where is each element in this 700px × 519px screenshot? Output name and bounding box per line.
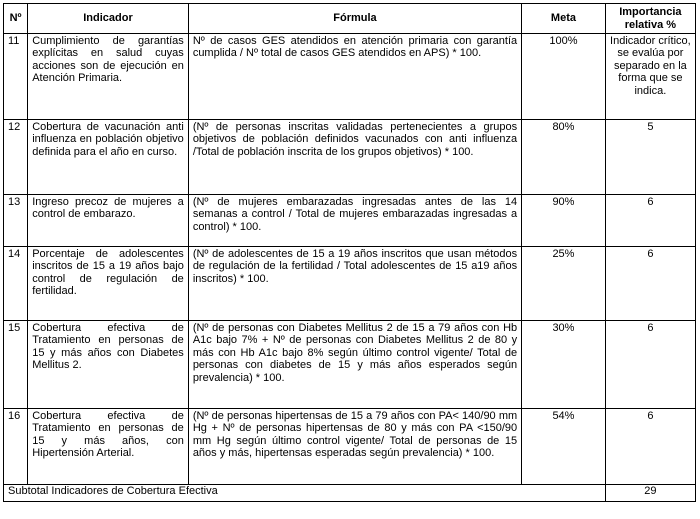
row-meta: 80% [522, 120, 606, 195]
subtotal-label: Subtotal Indicadores de Cobertura Efectiva [4, 485, 606, 502]
row-meta: 54% [522, 409, 606, 485]
subtotal-value: 29 [605, 485, 695, 502]
row-no: 11 [4, 34, 28, 120]
row-indicador: Cobertura de vacunación anti influenza en población objetivo definida para el año en curso. [28, 120, 189, 195]
row-meta: 100% [522, 34, 606, 120]
row-no: 13 [4, 195, 28, 247]
table-row [4, 195, 696, 247]
table-row [4, 247, 696, 321]
header-no: Nº [4, 4, 28, 34]
table-row [4, 321, 696, 409]
row-meta: 25% [522, 247, 606, 321]
row-indicador: Cumplimiento de garantías explícitas en salud cuyas acciones son de ejecución en Atención Primaria. [28, 34, 189, 120]
row-no: 15 [4, 321, 28, 409]
row-meta: 90% [522, 195, 606, 247]
header-meta: Meta [522, 4, 606, 34]
subtotal-row [4, 485, 696, 502]
row-formula: Nº de casos GES atendidos en atención primaria con garantía cumplida / Nº total de casos GES atendidos en APS) * 100. [188, 34, 521, 120]
table-row [4, 120, 696, 195]
header-row [4, 4, 696, 34]
row-formula: (Nº de personas inscritas validadas pertenecientes a grupos objetivos de población definidos vacunados con anti influenza /Total de población inscrita de los grupos objetivos) * 100. [188, 120, 521, 195]
row-indicador: Cobertura efectiva de Tratamiento en personas de 15 y más años con Diabetes Mellitus 2. [28, 321, 189, 409]
row-formula: (Nº de mujeres embarazadas ingresadas antes de las 14 semanas a control / Total de mujeres embarazadas ingresadas a control) * 100. [188, 195, 521, 247]
row-importancia: Indicador crítico, se evalúa por separado en la forma que se indica. [605, 34, 695, 120]
header-importancia: Importancia relativa % [605, 4, 695, 34]
header-indicador: Indicador [28, 4, 189, 34]
table-row [4, 409, 696, 485]
row-importancia: 6 [605, 321, 695, 409]
row-indicador: Ingreso precoz de mujeres a control de embarazo. [28, 195, 189, 247]
row-importancia: 5 [605, 120, 695, 195]
row-formula: (Nº de personas hipertensas de 15 a 79 años con PA< 140/90 mm Hg + Nº de personas hipertensas de 80 y más con PA <150/90 mm Hg según último control vigente/ Total de personas de 15 años y más, hipertensas esperadas según prevalencia) * 100. [188, 409, 521, 485]
row-no: 14 [4, 247, 28, 321]
header-formula: Fórmula [188, 4, 521, 34]
indicator-table [3, 3, 696, 502]
row-importancia: 6 [605, 409, 695, 485]
row-indicador: Cobertura efectiva de Tratamiento en personas de 15 y más años, con Hipertensión Arterial. [28, 409, 189, 485]
row-formula: (Nº de personas con Diabetes Mellitus 2 de 15 a 79 años con Hb A1c bajo 7% + Nº de personas con Diabetes Mellitus 2 de 80 y más con Hb A1c bajo 8% según último control vigente/ Total de personas con diabetes de 15 y más años esperados según prevalencia) * 100. [188, 321, 521, 409]
row-importancia: 6 [605, 247, 695, 321]
row-no: 16 [4, 409, 28, 485]
table-row [4, 34, 696, 120]
row-indicador: Porcentaje de adolescentes inscritos de 15 a 19 años bajo control de regulación de fertilidad. [28, 247, 189, 321]
row-importancia: 6 [605, 195, 695, 247]
row-formula: (Nº de adolescentes de 15 a 19 años inscritos que usan métodos de regulación de la fertilidad / Total adolescentes de 15 a19 años inscritos) * 100. [188, 247, 521, 321]
row-meta: 30% [522, 321, 606, 409]
row-no: 12 [4, 120, 28, 195]
indicator-table-container [3, 3, 696, 502]
